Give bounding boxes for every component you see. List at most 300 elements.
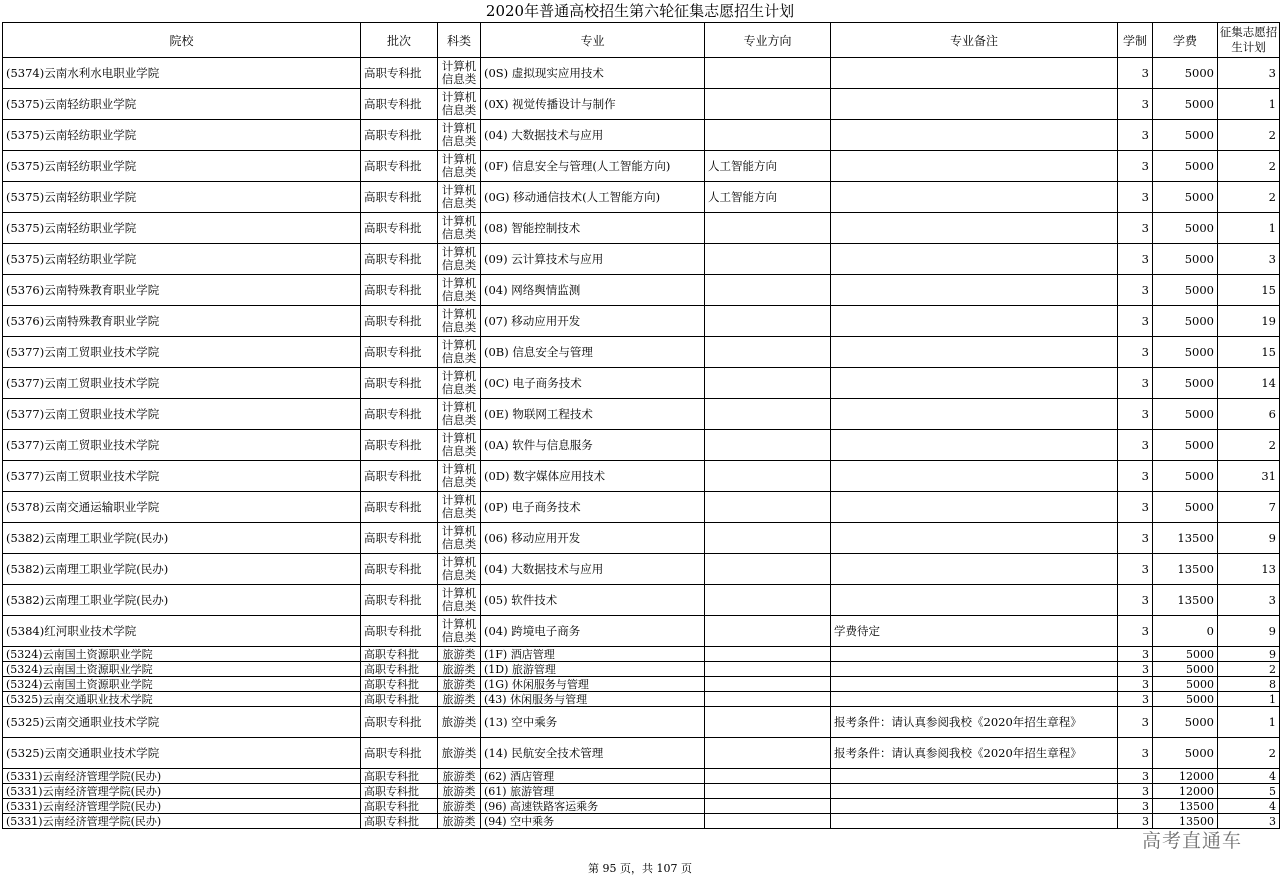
cell-direction [705,244,831,275]
cell-remark: 学费待定 [831,616,1118,647]
cell-plan: 9 [1218,647,1280,662]
cell-years: 3 [1118,662,1153,677]
cell-school: (5375)云南轻纺职业学院 [3,244,361,275]
cell-batch: 高职专科批 [361,799,438,814]
table-row [3,368,1280,399]
cell-major: (08) 智能控制技术 [481,213,705,244]
cell-school: (5324)云南国土资源职业学院 [3,647,361,662]
cell-direction [705,616,831,647]
table-row [3,523,1280,554]
cell-direction [705,784,831,799]
cell-years: 3 [1118,430,1153,461]
cell-major: (0S) 虚拟现实应用技术 [481,58,705,89]
cell-remark [831,120,1118,151]
cell-major: (04) 网络舆情监测 [481,275,705,306]
cell-plan: 1 [1218,89,1280,120]
cell-school: (5325)云南交通职业技术学院 [3,692,361,707]
cell-direction [705,523,831,554]
cell-direction [705,492,831,523]
cell-fee: 5000 [1153,399,1218,430]
cell-remark [831,799,1118,814]
cell-direction [705,89,831,120]
cell-years: 3 [1118,151,1153,182]
cell-batch: 高职专科批 [361,677,438,692]
cell-major: (0G) 移动通信技术(人工智能方向) [481,182,705,213]
cell-plan: 9 [1218,523,1280,554]
table-header-row [3,23,1280,58]
cell-major: (07) 移动应用开发 [481,306,705,337]
cell-remark: 报考条件：请认真参阅我校《2020年招生章程》 [831,707,1118,738]
cell-direction [705,814,831,829]
cell-plan: 8 [1218,677,1280,692]
cell-plan: 31 [1218,461,1280,492]
cell-school: (5376)云南特殊教育职业学院 [3,275,361,306]
cell-major: (06) 移动应用开发 [481,523,705,554]
cell-category: 计算机信息类 [438,213,481,244]
cell-direction [705,213,831,244]
cell-years: 3 [1118,244,1153,275]
cell-plan: 1 [1218,213,1280,244]
cell-direction: 人工智能方向 [705,151,831,182]
cell-direction [705,662,831,677]
cell-batch: 高职专科批 [361,647,438,662]
cell-major: (13) 空中乘务 [481,707,705,738]
cell-category: 旅游类 [438,662,481,677]
cell-direction [705,554,831,585]
cell-fee: 5000 [1153,213,1218,244]
cell-remark [831,677,1118,692]
cell-fee: 5000 [1153,306,1218,337]
table-row [3,244,1280,275]
cell-category: 计算机信息类 [438,58,481,89]
cell-fee: 13500 [1153,814,1218,829]
table-row [3,182,1280,213]
cell-fee: 12000 [1153,784,1218,799]
page-footer: 第 95 页，共 107 页 [588,862,692,875]
table-row [3,275,1280,306]
cell-plan: 3 [1218,585,1280,616]
cell-years: 3 [1118,120,1153,151]
cell-years: 3 [1118,182,1153,213]
cell-direction [705,769,831,784]
cell-remark [831,182,1118,213]
cell-fee: 13500 [1153,585,1218,616]
cell-remark [831,58,1118,89]
table-row [3,492,1280,523]
header-years: 学制 [1118,23,1153,58]
cell-category: 计算机信息类 [438,244,481,275]
cell-batch: 高职专科批 [361,692,438,707]
table-row [3,662,1280,677]
cell-fee: 13500 [1153,523,1218,554]
cell-plan: 13 [1218,554,1280,585]
cell-plan: 1 [1218,692,1280,707]
cell-major: (62) 酒店管理 [481,769,705,784]
cell-remark [831,784,1118,799]
header-category: 科类 [438,23,481,58]
table-row [3,585,1280,616]
cell-batch: 高职专科批 [361,275,438,306]
cell-school: (5375)云南轻纺职业学院 [3,182,361,213]
cell-category: 旅游类 [438,799,481,814]
cell-major: (1D) 旅游管理 [481,662,705,677]
cell-fee: 5000 [1153,707,1218,738]
cell-batch: 高职专科批 [361,662,438,677]
cell-direction [705,461,831,492]
cell-direction [705,707,831,738]
cell-major: (04) 大数据技术与应用 [481,120,705,151]
cell-major: (0B) 信息安全与管理 [481,337,705,368]
cell-years: 3 [1118,692,1153,707]
cell-years: 3 [1118,58,1153,89]
cell-batch: 高职专科批 [361,616,438,647]
cell-major: (0P) 电子商务技术 [481,492,705,523]
cell-school: (5384)红河职业技术学院 [3,616,361,647]
watermark: 高考直通车 [1142,830,1243,852]
cell-major: (04) 大数据技术与应用 [481,554,705,585]
cell-remark [831,461,1118,492]
cell-category: 计算机信息类 [438,461,481,492]
cell-remark [831,213,1118,244]
cell-direction [705,399,831,430]
table-row [3,58,1280,89]
cell-remark [831,814,1118,829]
cell-category: 旅游类 [438,647,481,662]
cell-category: 计算机信息类 [438,275,481,306]
cell-fee: 5000 [1153,337,1218,368]
table-row [3,89,1280,120]
cell-batch: 高职专科批 [361,585,438,616]
cell-fee: 5000 [1153,738,1218,769]
cell-school: (5331)云南经济管理学院(民办) [3,769,361,784]
cell-years: 3 [1118,799,1153,814]
cell-batch: 高职专科批 [361,784,438,799]
cell-years: 3 [1118,769,1153,784]
cell-batch: 高职专科批 [361,430,438,461]
cell-category: 旅游类 [438,784,481,799]
cell-remark [831,554,1118,585]
cell-direction [705,120,831,151]
cell-category: 计算机信息类 [438,120,481,151]
cell-major: (43) 休闲服务与管理 [481,692,705,707]
cell-fee: 5000 [1153,244,1218,275]
cell-plan: 5 [1218,784,1280,799]
cell-years: 3 [1118,784,1153,799]
cell-category: 计算机信息类 [438,399,481,430]
cell-fee: 5000 [1153,430,1218,461]
cell-batch: 高职专科批 [361,769,438,784]
cell-years: 3 [1118,738,1153,769]
cell-plan: 4 [1218,769,1280,784]
cell-fee: 5000 [1153,368,1218,399]
table-row [3,461,1280,492]
cell-school: (5324)云南国土资源职业学院 [3,662,361,677]
cell-years: 3 [1118,89,1153,120]
header-direction: 专业方向 [705,23,831,58]
table-row [3,120,1280,151]
cell-school: (5374)云南水利水电职业学院 [3,58,361,89]
cell-direction [705,677,831,692]
header-batch: 批次 [361,23,438,58]
cell-batch: 高职专科批 [361,523,438,554]
cell-plan: 19 [1218,306,1280,337]
table-row [3,738,1280,769]
cell-fee: 5000 [1153,120,1218,151]
cell-school: (5377)云南工贸职业技术学院 [3,461,361,492]
cell-batch: 高职专科批 [361,244,438,275]
cell-fee: 0 [1153,616,1218,647]
cell-category: 计算机信息类 [438,151,481,182]
cell-remark [831,368,1118,399]
cell-remark [831,662,1118,677]
cell-plan: 3 [1218,814,1280,829]
table-row [3,399,1280,430]
cell-fee: 5000 [1153,151,1218,182]
cell-major: (0X) 视觉传播设计与制作 [481,89,705,120]
cell-major: (09) 云计算技术与应用 [481,244,705,275]
cell-major: (1G) 休闲服务与管理 [481,677,705,692]
cell-direction [705,738,831,769]
cell-school: (5382)云南理工职业学院(民办) [3,554,361,585]
cell-remark [831,151,1118,182]
cell-school: (5377)云南工贸职业技术学院 [3,337,361,368]
cell-years: 3 [1118,616,1153,647]
cell-batch: 高职专科批 [361,707,438,738]
cell-major: (14) 民航安全技术管理 [481,738,705,769]
cell-remark [831,399,1118,430]
cell-school: (5331)云南经济管理学院(民办) [3,784,361,799]
cell-school: (5375)云南轻纺职业学院 [3,120,361,151]
cell-school: (5331)云南经济管理学院(民办) [3,814,361,829]
cell-plan: 14 [1218,368,1280,399]
cell-category: 计算机信息类 [438,306,481,337]
cell-major: (0A) 软件与信息服务 [481,430,705,461]
cell-plan: 2 [1218,182,1280,213]
cell-fee: 13500 [1153,799,1218,814]
cell-school: (5375)云南轻纺职业学院 [3,151,361,182]
cell-batch: 高职专科批 [361,738,438,769]
cell-category: 计算机信息类 [438,182,481,213]
cell-category: 计算机信息类 [438,492,481,523]
cell-years: 3 [1118,647,1153,662]
cell-years: 3 [1118,306,1153,337]
cell-category: 计算机信息类 [438,368,481,399]
cell-years: 3 [1118,213,1153,244]
cell-direction: 人工智能方向 [705,182,831,213]
cell-remark [831,430,1118,461]
cell-plan: 1 [1218,707,1280,738]
table-row [3,647,1280,662]
cell-school: (5331)云南经济管理学院(民办) [3,799,361,814]
cell-batch: 高职专科批 [361,151,438,182]
cell-plan: 2 [1218,738,1280,769]
header-plan: 征集志愿招生计划 [1218,23,1280,58]
cell-plan: 3 [1218,58,1280,89]
cell-school: (5382)云南理工职业学院(民办) [3,585,361,616]
cell-school: (5377)云南工贸职业技术学院 [3,430,361,461]
cell-batch: 高职专科批 [361,814,438,829]
cell-category: 计算机信息类 [438,616,481,647]
cell-years: 3 [1118,399,1153,430]
cell-batch: 高职专科批 [361,306,438,337]
cell-plan: 2 [1218,662,1280,677]
table-row [3,306,1280,337]
cell-plan: 6 [1218,399,1280,430]
cell-school: (5375)云南轻纺职业学院 [3,213,361,244]
cell-major: (96) 高速铁路客运乘务 [481,799,705,814]
cell-remark: 报考条件：请认真参阅我校《2020年招生章程》 [831,738,1118,769]
cell-major: (1F) 酒店管理 [481,647,705,662]
cell-direction [705,585,831,616]
cell-major: (0D) 数字媒体应用技术 [481,461,705,492]
cell-direction [705,647,831,662]
cell-years: 3 [1118,585,1153,616]
cell-school: (5376)云南特殊教育职业学院 [3,306,361,337]
cell-batch: 高职专科批 [361,89,438,120]
cell-fee: 5000 [1153,662,1218,677]
cell-remark [831,492,1118,523]
cell-fee: 5000 [1153,647,1218,662]
table-row [3,430,1280,461]
table-row [3,151,1280,182]
table-row [3,692,1280,707]
table-row [3,616,1280,647]
cell-category: 旅游类 [438,738,481,769]
cell-school: (5375)云南轻纺职业学院 [3,89,361,120]
page-title: 2020年普通高校招生第六轮征集志愿招生计划 [485,2,795,20]
table-row [3,707,1280,738]
cell-batch: 高职专科批 [361,182,438,213]
cell-school: (5378)云南交通运输职业学院 [3,492,361,523]
cell-fee: 5000 [1153,182,1218,213]
table-row [3,554,1280,585]
table-row [3,213,1280,244]
cell-batch: 高职专科批 [361,337,438,368]
cell-plan: 7 [1218,492,1280,523]
cell-school: (5325)云南交通职业技术学院 [3,738,361,769]
cell-remark [831,585,1118,616]
cell-major: (61) 旅游管理 [481,784,705,799]
cell-school: (5377)云南工贸职业技术学院 [3,368,361,399]
cell-batch: 高职专科批 [361,120,438,151]
header-fee: 学费 [1153,23,1218,58]
cell-direction [705,337,831,368]
cell-remark [831,523,1118,554]
cell-batch: 高职专科批 [361,461,438,492]
cell-years: 3 [1118,677,1153,692]
cell-major: (0F) 信息安全与管理(人工智能方向) [481,151,705,182]
cell-fee: 5000 [1153,58,1218,89]
cell-plan: 9 [1218,616,1280,647]
cell-years: 3 [1118,814,1153,829]
cell-fee: 13500 [1153,554,1218,585]
cell-category: 计算机信息类 [438,430,481,461]
table-row [3,799,1280,814]
cell-major: (0E) 物联网工程技术 [481,399,705,430]
cell-category: 旅游类 [438,814,481,829]
cell-direction [705,58,831,89]
cell-category: 计算机信息类 [438,554,481,585]
cell-years: 3 [1118,337,1153,368]
cell-remark [831,89,1118,120]
cell-plan: 15 [1218,275,1280,306]
cell-fee: 5000 [1153,492,1218,523]
cell-years: 3 [1118,707,1153,738]
cell-remark [831,275,1118,306]
cell-category: 计算机信息类 [438,523,481,554]
cell-direction [705,275,831,306]
cell-remark [831,337,1118,368]
cell-school: (5377)云南工贸职业技术学院 [3,399,361,430]
cell-remark [831,306,1118,337]
cell-category: 旅游类 [438,707,481,738]
cell-plan: 4 [1218,799,1280,814]
table-row [3,784,1280,799]
cell-category: 计算机信息类 [438,89,481,120]
cell-fee: 5000 [1153,692,1218,707]
cell-batch: 高职专科批 [361,554,438,585]
cell-batch: 高职专科批 [361,58,438,89]
table-row [3,677,1280,692]
cell-major: (05) 软件技术 [481,585,705,616]
table-row [3,769,1280,784]
cell-years: 3 [1118,461,1153,492]
cell-plan: 15 [1218,337,1280,368]
cell-category: 旅游类 [438,692,481,707]
cell-years: 3 [1118,523,1153,554]
cell-major: (0C) 电子商务技术 [481,368,705,399]
header-major: 专业 [481,23,705,58]
enrollment-plan-table [2,22,1280,829]
cell-plan: 3 [1218,244,1280,275]
cell-direction [705,368,831,399]
cell-category: 旅游类 [438,769,481,784]
cell-batch: 高职专科批 [361,213,438,244]
cell-direction [705,306,831,337]
cell-fee: 12000 [1153,769,1218,784]
table-row [3,814,1280,829]
cell-direction [705,799,831,814]
cell-remark [831,692,1118,707]
header-remark: 专业备注 [831,23,1118,58]
cell-school: (5325)云南交通职业技术学院 [3,707,361,738]
table-body [3,58,1280,829]
cell-school: (5324)云南国土资源职业学院 [3,677,361,692]
cell-category: 计算机信息类 [438,337,481,368]
cell-remark [831,647,1118,662]
cell-years: 3 [1118,554,1153,585]
cell-major: (04) 跨境电子商务 [481,616,705,647]
header-school: 院校 [3,23,361,58]
cell-category: 旅游类 [438,677,481,692]
cell-plan: 2 [1218,120,1280,151]
cell-fee: 5000 [1153,461,1218,492]
cell-school: (5382)云南理工职业学院(民办) [3,523,361,554]
cell-remark [831,769,1118,784]
cell-batch: 高职专科批 [361,492,438,523]
cell-fee: 5000 [1153,275,1218,306]
table-row [3,337,1280,368]
cell-direction [705,430,831,461]
cell-remark [831,244,1118,275]
cell-batch: 高职专科批 [361,399,438,430]
cell-batch: 高职专科批 [361,368,438,399]
cell-plan: 2 [1218,151,1280,182]
cell-fee: 5000 [1153,89,1218,120]
cell-years: 3 [1118,492,1153,523]
cell-major: (94) 空中乘务 [481,814,705,829]
cell-fee: 5000 [1153,677,1218,692]
